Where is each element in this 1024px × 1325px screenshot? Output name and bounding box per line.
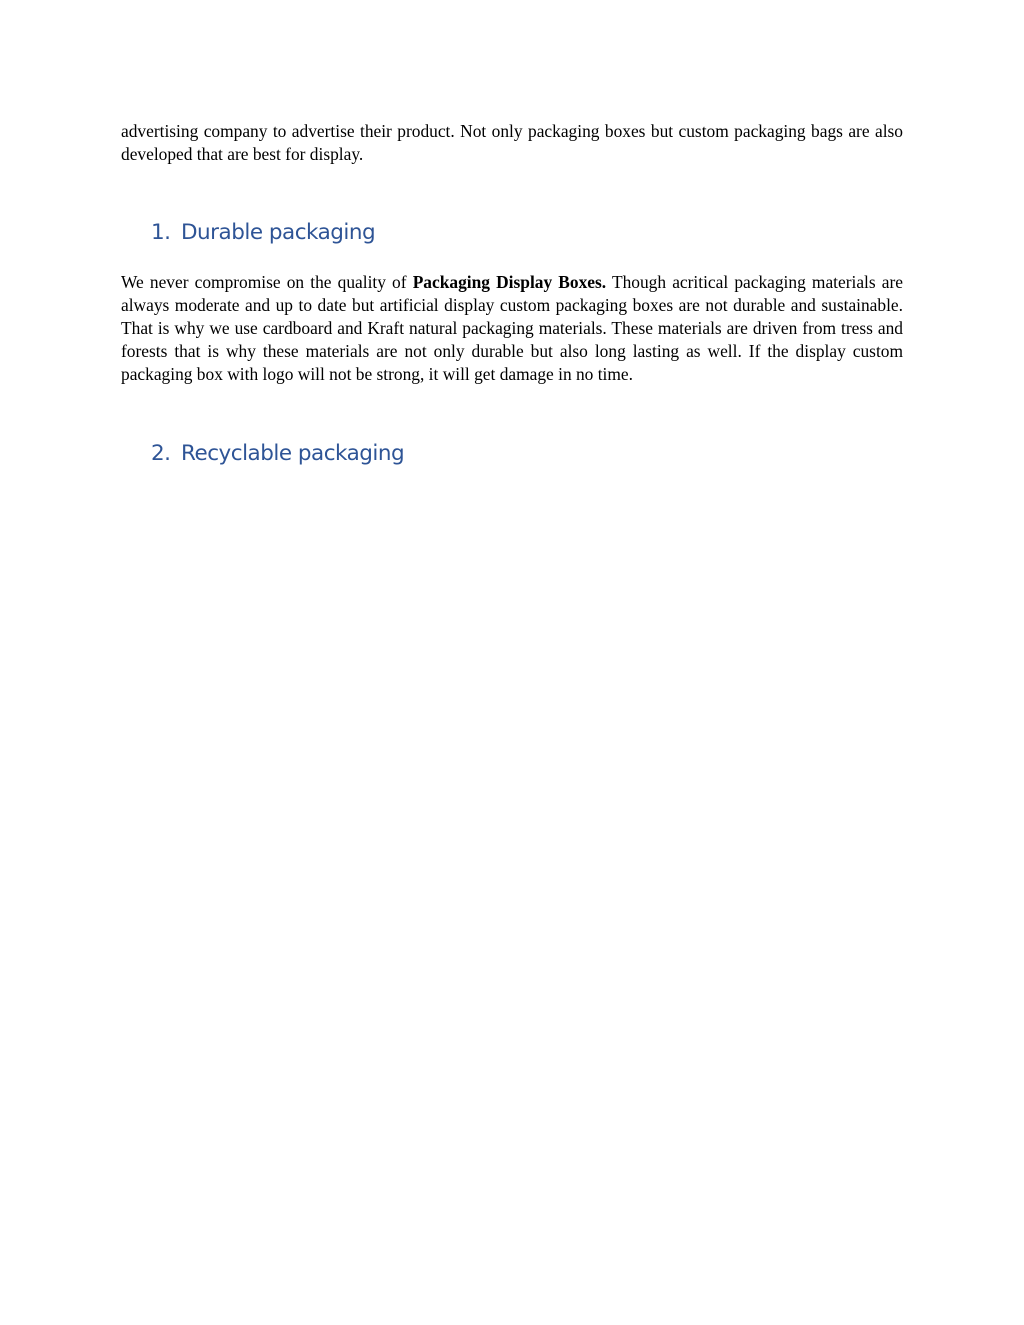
section-heading-recyclable-packaging [151, 440, 404, 468]
section-heading-durable-packaging [151, 219, 375, 247]
intro-paragraph: advertising company to advertise their product. Not only packaging boxes but custom packaging bags are also developed that are best for display. [121, 121, 903, 164]
section-number: 2. [151, 441, 171, 466]
durable-packaging-paragraph [121, 271, 903, 386]
bold-product-name: Packaging Display Boxes. [412, 272, 607, 292]
section-number: 1. [151, 220, 171, 245]
section-heading-text: Recyclable packaging [181, 441, 405, 466]
paragraph-text: We never compromise on the quality of [121, 272, 413, 292]
paragraph-text: Though acritical packaging materials are always moderate and up to date but artificial display custom packaging boxes are not durable and sustainable. That is why we use cardboard and Kraft natural packaging materials. These materials are driven from tress and forests that is why these materials are not only durable but also long lasting as well. If the display custom packaging box with logo will not be strong, it will get damage in no time. [121, 272, 904, 384]
section-heading-text: Durable packaging [181, 220, 376, 245]
